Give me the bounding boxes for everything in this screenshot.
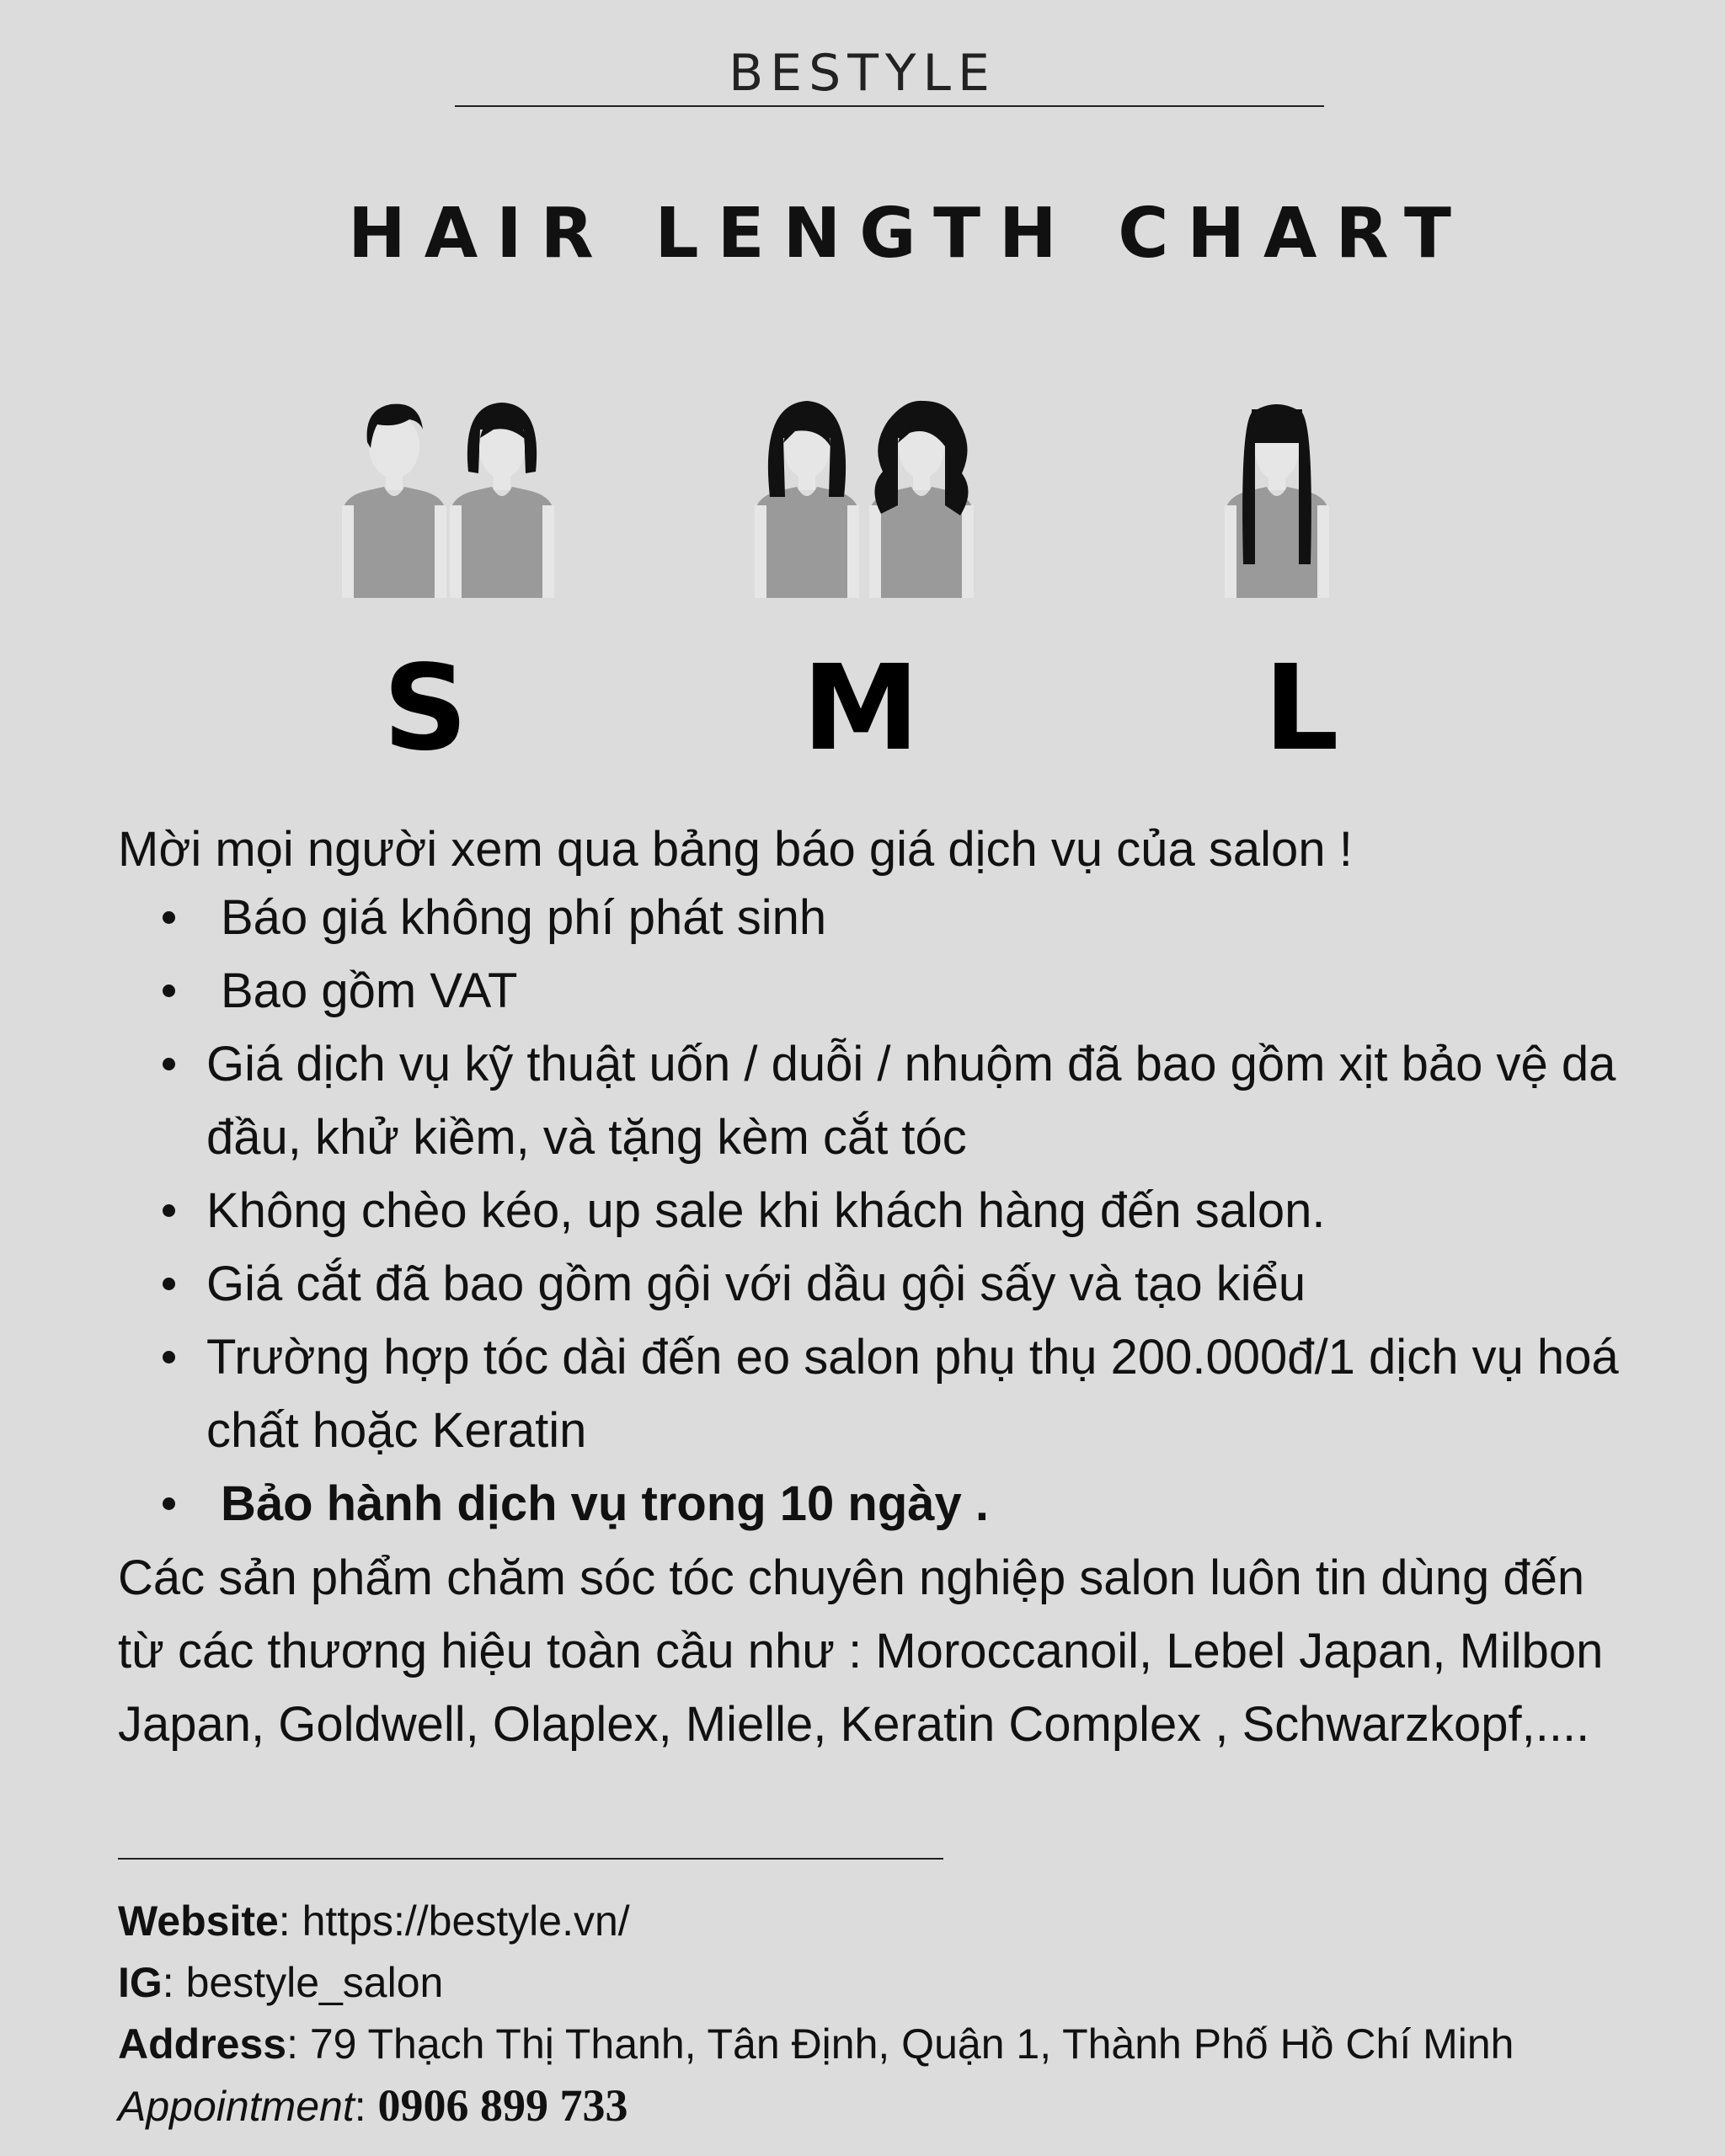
long-hair-icon: [1218, 396, 1336, 598]
website-key: Website: [118, 1897, 279, 1945]
intro-text: Mời mọi người xem qua bảng báo giá dịch vụ của salon !: [118, 822, 1353, 877]
address-line: [118, 2014, 1701, 2075]
contact-footer: [118, 1891, 1701, 2137]
medium-wavy-hair-icon: [862, 396, 980, 598]
footer-divider: [118, 1858, 943, 1860]
address-key: Address: [118, 2020, 287, 2068]
size-label-l: L: [1263, 640, 1339, 777]
hair-length-figures: [0, 396, 1725, 598]
list-item: Không chèo kéo, up sale khi khách hàng đến salon.: [118, 1174, 1634, 1247]
website-line: [118, 1891, 1701, 1952]
price-notes-list: [118, 881, 1634, 1540]
short-hair-male-icon: [335, 396, 453, 598]
list-item: Báo giá không phí phát sinh: [118, 881, 1634, 954]
appointment-line: [118, 2075, 1701, 2137]
ig-key: IG: [118, 1959, 163, 2006]
ig-handle[interactable]: : bestyle_salon: [162, 1959, 444, 2006]
short-bob-female-icon: [443, 396, 561, 598]
list-item: [118, 1027, 1634, 1174]
ig-line: [118, 1952, 1701, 2014]
list-item: Bao gồm VAT: [118, 954, 1634, 1027]
website-link[interactable]: : https://bestyle.vn/: [278, 1897, 630, 1945]
list-item: Trường hợp tóc dài đến eo salon phụ thụ 200.000đ/1 dịch vụ hoá chất hoặc Keratin: [118, 1321, 1634, 1467]
brands-paragraph: Các sản phẩm chăm sóc tóc chuyên nghiệp salon luôn tin dùng đến từ các thương hiệu toàn cầu như : Moroccanoil, Lebel Japan, Milbon Japan, Goldwell, Olaplex, Mielle, Keratin Complex , Schwarzkopf,....: [118, 1550, 1604, 1752]
list-item: Giá cắt đã bao gồm gội với dầu gội sấy và tạo kiểu: [118, 1247, 1634, 1321]
appointment-sep: :: [354, 2083, 378, 2130]
size-label-s: S: [382, 640, 468, 777]
warranty-item: Bảo hành dịch vụ trong 10 ngày .: [118, 1467, 1634, 1540]
phone-number[interactable]: 0906 899 733: [377, 2080, 628, 2131]
list-item-text: Giá dịch vụ kỹ thuật uốn / duỗi / nhuộm đã bao gồm xịt bảo vệ da đầu, khử kiềm, và tặng kèm cắt tóc: [206, 1037, 1616, 1165]
appointment-key: Appointment: [118, 2083, 355, 2130]
brand-divider: [455, 105, 1324, 107]
medium-straight-hair-icon: [748, 396, 866, 598]
brand-logo-text: BESTYLE: [729, 44, 996, 103]
size-label-m: M: [802, 640, 920, 777]
address-value: : 79 Thạch Thị Thanh, Tân Định, Quận 1, Thành Phố Hồ Chí Minh: [286, 2020, 1514, 2068]
page-title: HAIR LENGTH CHART: [348, 194, 1470, 274]
